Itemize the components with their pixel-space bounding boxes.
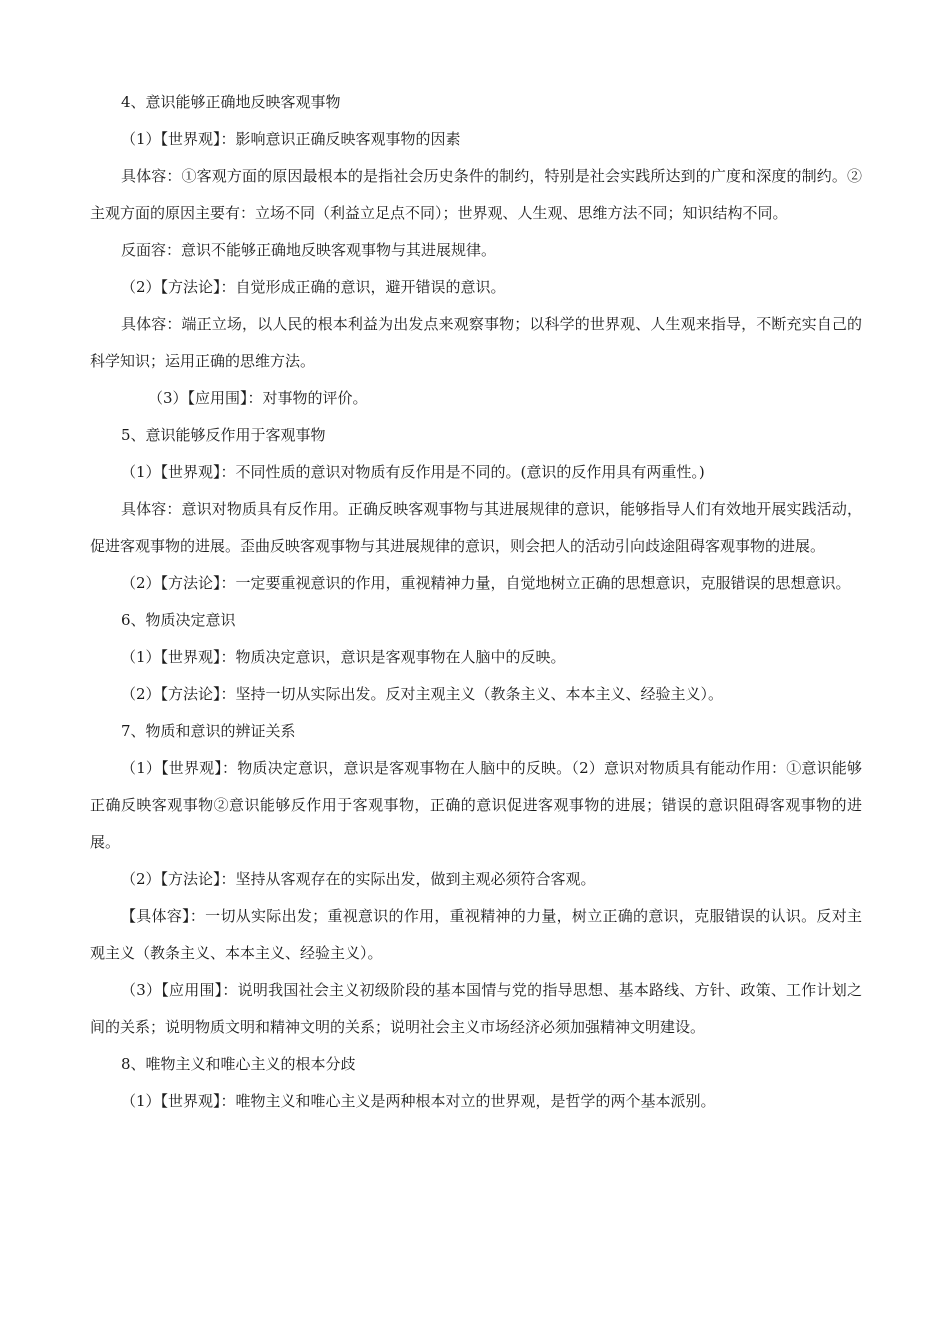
paragraph: （2）【方法论】：一定要重视意识的作用，重视精神力量，自觉地树立正确的思想意识，克服错误的思想意识。 <box>121 574 851 592</box>
paragraph: 具体容：①客观方面的原因最根本的是指社会历史条件的制约，特别是社会实践所达到的广度和深度的制约。②主观方面的原因主要有：立场不同（利益立足点不同）；世界观、人生观、思维方法不同；知识结构不同。 <box>90 167 862 222</box>
paragraph: （1）【世界观】：物质决定意识，意识是客观事物在人脑中的反映。 <box>121 648 566 666</box>
paragraph: 具体容：意识对物质具有反作用。正确反映客观事物与其进展规律的意识，能够指导人们有效地开展实践活动，促进客观事物的进展。歪曲反映客观事物与其进展规律的意识，则会把人的活动引向歧途阻碍客观事物的进展。 <box>90 500 862 555</box>
paragraph: （1）【世界观】：唯物主义和唯心主义是两种根本对立的世界观，是哲学的两个基本派别。 <box>121 1092 716 1110</box>
section-heading-7: 7、物质和意识的辨证关系 <box>121 722 296 740</box>
section-heading-6: 6、物质决定意识 <box>121 611 236 629</box>
paragraph: 【具体容】：一切从实际出发；重视意识的作用，重视精神的力量，树立正确的意识，克服错误的认识。反对主观主义（教条主义、本本主义、经验主义）。 <box>90 907 862 962</box>
section-heading-5: 5、意识能够反作用于客观事物 <box>121 426 326 444</box>
paragraph: （3）【应用围】：说明我国社会主义初级阶段的基本国情与党的指导思想、基本路线、方针、政策、工作计划之间的关系；说明物质文明和精神文明的关系；说明社会主义市场经济必须加强精神文明建设。 <box>90 981 862 1036</box>
paragraph: （3）【应用围】：对事物的评价。 <box>148 389 368 407</box>
section-heading-8: 8、唯物主义和唯心主义的根本分歧 <box>121 1055 356 1073</box>
paragraph: （2）【方法论】：自觉形成正确的意识，避开错误的意识。 <box>121 278 506 296</box>
paragraph: （2）【方法论】：坚持从客观存在的实际出发，做到主观必须符合客观。 <box>121 870 596 888</box>
paragraph: （1）【世界观】：影响意识正确反映客观事物的因素 <box>121 130 461 148</box>
paragraph: （2）【方法论】：坚持一切从实际出发。反对主观主义（教条主义、本本主义、经验主义）。 <box>121 685 724 703</box>
section-heading-4: 4、意识能够正确地反映客观事物 <box>121 93 341 111</box>
document-page <box>90 84 862 1120</box>
paragraph: （1）【世界观】：不同性质的意识对物质有反作用是不同的。(意识的反作用具有两重性。) <box>121 463 705 481</box>
paragraph: （1）【世界观】：物质决定意识，意识是客观事物在人脑中的反映。（2）意识对物质具有能动作用：①意识能够正确反映客观事物②意识能够反作用于客观事物，正确的意识促进客观事物的进展；错误的意识阻碍客观事物的进展。 <box>90 759 862 851</box>
paragraph: 具体容：端正立场，以人民的根本利益为出发点来观察事物；以科学的世界观、人生观来指导，不断充实自己的科学知识；运用正确的思维方法。 <box>90 315 862 370</box>
paragraph: 反面容：意识不能够正确地反映客观事物与其进展规律。 <box>121 241 497 259</box>
